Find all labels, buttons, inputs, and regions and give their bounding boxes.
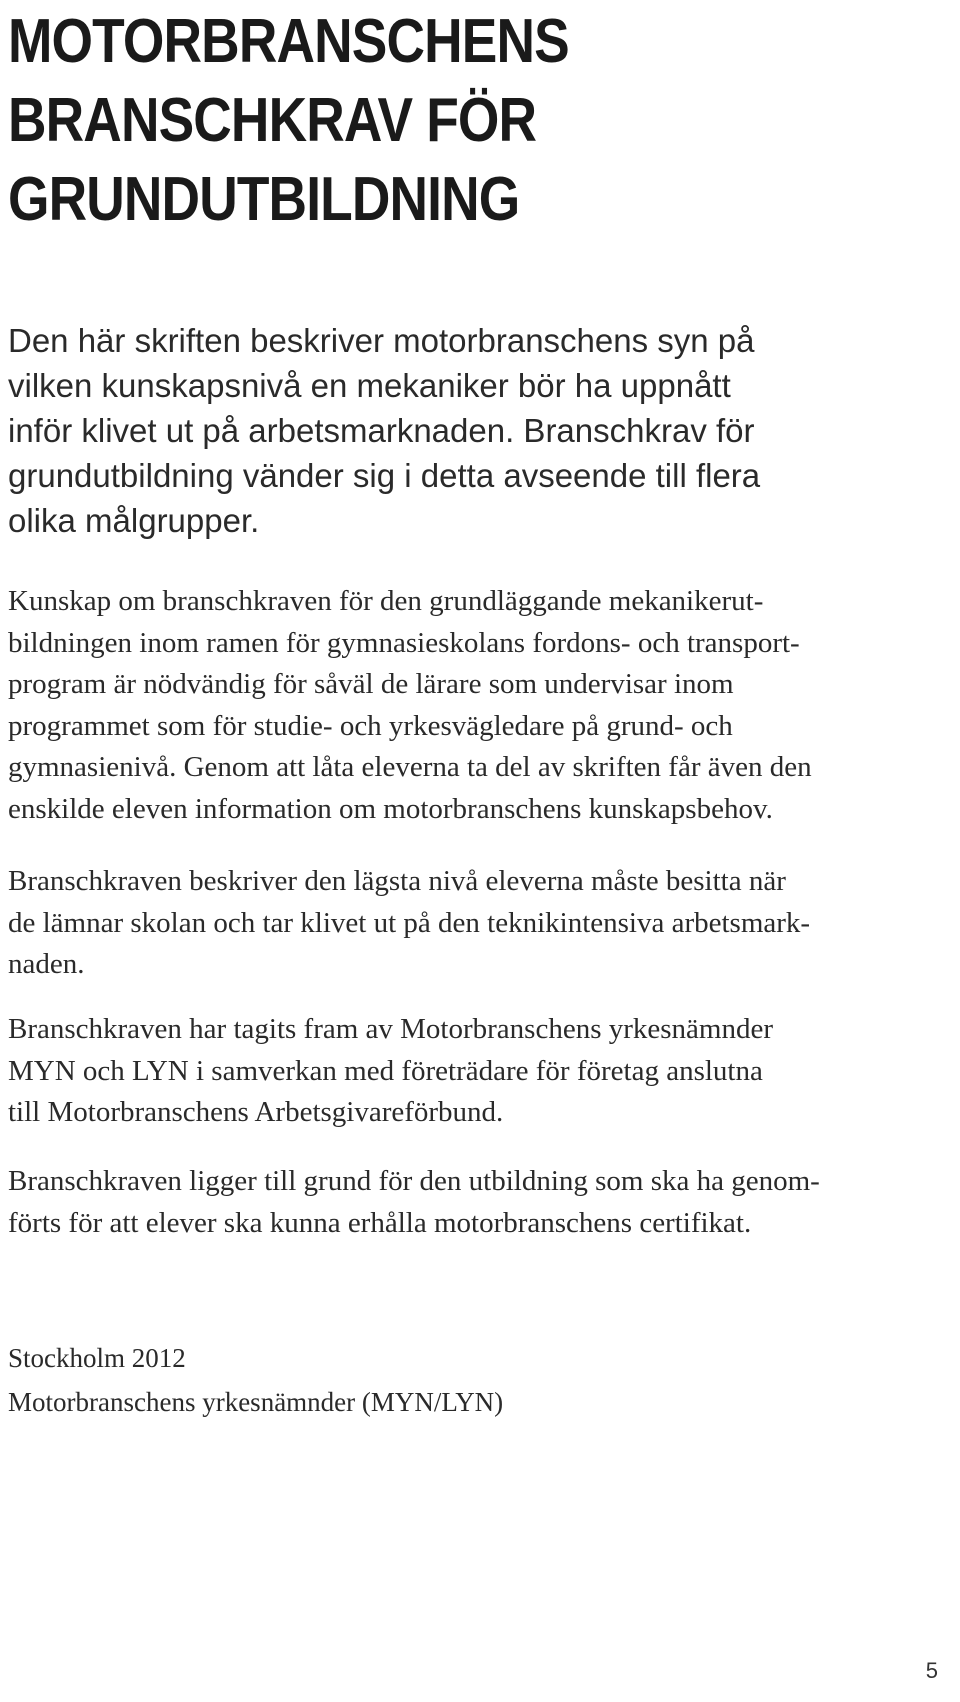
- lead-line: grundutbildning vänder sig i detta avseende till flera: [8, 457, 761, 494]
- body-paragraph-authors: [8, 1009, 953, 1134]
- lead-line: vilken kunskapsnivå en mekaniker bör ha uppnått: [8, 367, 731, 404]
- page-number: 5: [925, 1658, 938, 1683]
- text-line: förts för att elever ska kunna erhålla motorbranschens certifikat.: [8, 1206, 752, 1239]
- title-line: MOTORBRANSCHENS: [8, 7, 569, 76]
- title-line: GRUNDUTBILDNING: [8, 165, 520, 234]
- text-line: MYN och LYN i samverkan med företrädare för företag anslutna: [8, 1054, 763, 1087]
- body-paragraph-requirements: [8, 861, 953, 986]
- lead-paragraph: [8, 318, 938, 543]
- text-line: bildningen inom ramen för gymnasieskolans fordons- och transport-: [8, 626, 800, 659]
- title-line: BRANSCHKRAV FÖR: [8, 86, 537, 155]
- text-line: programmet som för studie- och yrkesvägledare på grund- och: [8, 709, 733, 742]
- lead-line: Den här skriften beskriver motorbranschens syn på: [8, 322, 755, 359]
- body-paragraph-certificate: [8, 1161, 953, 1244]
- signoff-block: [8, 1336, 503, 1424]
- signoff-organization: Motorbranschens yrkesnämnder (MYN/LYN): [8, 1387, 504, 1417]
- text-line: Branschkraven ligger till grund för den utbildning som ska ha genom-: [8, 1165, 820, 1197]
- signoff-place-year: Stockholm 2012: [8, 1343, 186, 1373]
- text-line: till Motorbranschens Arbetsgivareförbund.: [8, 1096, 504, 1128]
- text-line: naden.: [8, 948, 85, 980]
- text-line: gymnasienivå. Genom att låta eleverna ta del av skriften får även den: [8, 751, 812, 783]
- text-line: Kunskap om branschkraven för den grundläggande mekanikerut-: [8, 585, 764, 617]
- body-paragraph-knowledge: [8, 581, 953, 830]
- text-line: enskilde eleven information om motorbranschens kunskapsbehov.: [8, 792, 773, 825]
- text-line: Branschkraven har tagits fram av Motorbranschens yrkesnämnder: [8, 1013, 774, 1045]
- text-line: de lämnar skolan och tar klivet ut på den teknikintensiva arbetsmark-: [8, 906, 811, 939]
- text-line: program är nödvändig för såväl de lärare som undervisar inom: [8, 668, 734, 700]
- lead-line: inför klivet ut på arbetsmarknaden. Branschkrav för: [8, 412, 755, 449]
- lead-line: olika målgrupper.: [8, 502, 260, 539]
- page-title: [8, 2, 782, 239]
- text-line: Branschkraven beskriver den lägsta nivå eleverna måste besitta när: [8, 865, 786, 897]
